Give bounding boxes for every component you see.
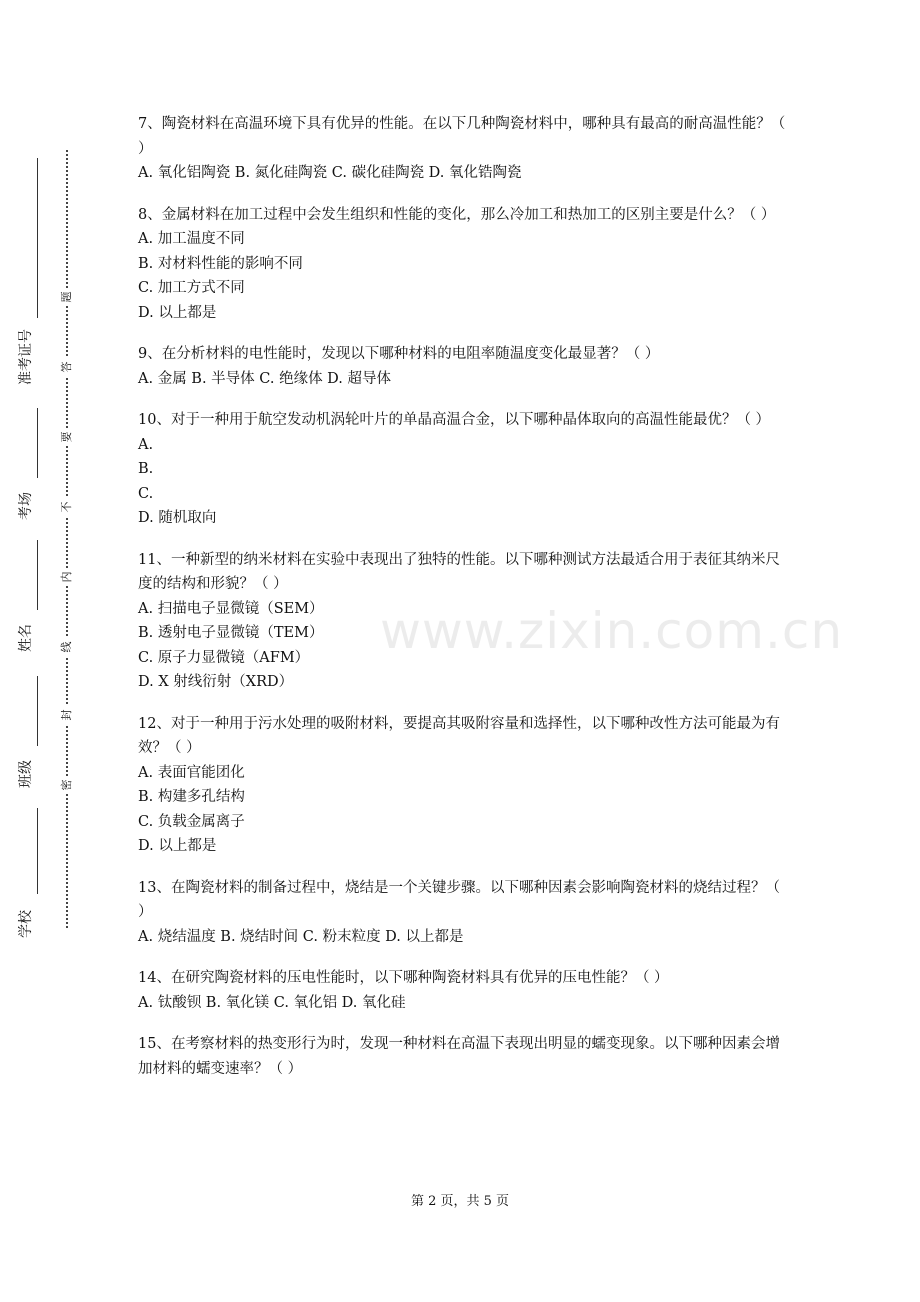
option-b: B. (138, 461, 154, 477)
question-list (138, 112, 786, 1098)
question-text: 14、在研究陶瓷材料的压电性能时，以下哪种陶瓷材料具有优异的压电性能？（ ） (138, 970, 669, 986)
binding-line-name (37, 540, 38, 610)
binding-field-exam-room: 考场 (18, 492, 34, 520)
binding-field-exam-number: 准考证号 (18, 329, 34, 385)
seal-char: 线 (58, 638, 76, 656)
question-text: 13、在陶瓷材料的制备过程中，烧结是一个关键步骤。以下哪种因素会影响陶瓷材料的烧结过程？（ ） (138, 879, 780, 920)
seal-char: 不 (58, 498, 76, 516)
binding-field-name: 姓名 (18, 624, 34, 652)
option-d: D. 随机取向 (138, 510, 217, 526)
question-text: 15、在考察材料的热变形行为时，发现一种材料在高温下表现出明显的蠕变现象。以下哪种因素会增加材料的蠕变速率？（ ） (138, 1036, 780, 1077)
watermark: www.zixin.com.cn (380, 602, 844, 660)
option-c: C. 负载金属离子 (138, 813, 245, 830)
question-text: 12、对于一种用于污水处理的吸附材料，要提高其吸附容量和选择性，以下哪种改性方法可能最为有效？（ ） (138, 715, 780, 756)
option-b: B. 对材料性能的影响不同 (138, 255, 303, 272)
seal-char: 要 (58, 428, 76, 446)
question-text: 8、金属材料在加工过程中会发生组织和性能的变化，那么冷加工和热加工的区别主要是什么？（ ） (138, 206, 776, 223)
question-8 (138, 203, 786, 326)
question-options: A. 钛酸钡 B. 氧化镁 C. 氧化铝 D. 氧化硅 (138, 994, 406, 1011)
question-9 (138, 342, 786, 391)
question-12 (138, 712, 786, 859)
option-a: A. 扫描电子显微镜（SEM） (138, 600, 324, 617)
binding-line-exam-room (37, 408, 38, 478)
question-text: 11、一种新型的纳米材料在实验中表现出了独特的性能。以下哪种测试方法最适合用于表征其纳米尺度的结构和形貌？（ ） (138, 551, 780, 592)
option-d: D. X 射线衍射（XRD） (138, 674, 294, 690)
question-10 (138, 408, 786, 531)
question-14 (138, 966, 786, 1015)
option-a: A. (138, 436, 154, 453)
binding-line-exam-number (37, 158, 38, 318)
binding-field-school: 学校 (18, 910, 34, 938)
option-c: C. 原子力显微镜（AFM） (138, 649, 310, 666)
page-footer: 第 2 页，共 5 页 (410, 1194, 510, 1209)
option-c: C. 加工方式不同 (138, 280, 245, 296)
option-a: A. 表面官能团化 (138, 764, 245, 781)
seal-char: 答 (58, 358, 76, 376)
option-c: C. (138, 485, 154, 502)
question-11 (138, 548, 786, 695)
seal-char: 题 (58, 288, 76, 306)
question-text: 10、对于一种用于航空发动机涡轮叶片的单晶高温合金，以下哪种晶体取向的高温性能最优？（ ） (138, 412, 771, 428)
binding-line-school (37, 808, 38, 894)
question-text: 7、陶瓷材料在高温环境下具有优异的性能。在以下几种陶瓷材料中，哪种具有最高的耐高温性能？（ ） (138, 116, 786, 157)
question-7 (138, 112, 786, 186)
option-d: D. 以上都是 (138, 838, 217, 854)
seal-char: 封 (58, 706, 76, 724)
question-options: A. 氧化铝陶瓷 B. 氮化硅陶瓷 C. 碳化硅陶瓷 D. 氧化锆陶瓷 (138, 165, 522, 181)
question-options: A. 金属 B. 半导体 C. 绝缘体 D. 超导体 (138, 370, 392, 387)
option-b: B. 构建多孔结构 (138, 789, 245, 805)
seal-char: 密 (58, 776, 76, 794)
question-options: A. 烧结温度 B. 烧结时间 C. 粉末粒度 D. 以上都是 (138, 928, 464, 945)
option-b: B. 透射电子显微镜（TEM） (138, 625, 324, 641)
option-d: D. 以上都是 (138, 304, 217, 321)
question-text: 9、在分析材料的电性能时，发现以下哪种材料的电阻率随温度变化最显著？（ ） (138, 346, 660, 362)
question-13 (138, 876, 786, 950)
seal-char: 内 (58, 568, 76, 586)
binding-field-class: 班级 (18, 760, 34, 788)
option-a: A. 加工温度不同 (138, 231, 245, 247)
question-15 (138, 1032, 786, 1081)
seal-dotted-line (66, 150, 68, 928)
binding-line-class (37, 676, 38, 746)
